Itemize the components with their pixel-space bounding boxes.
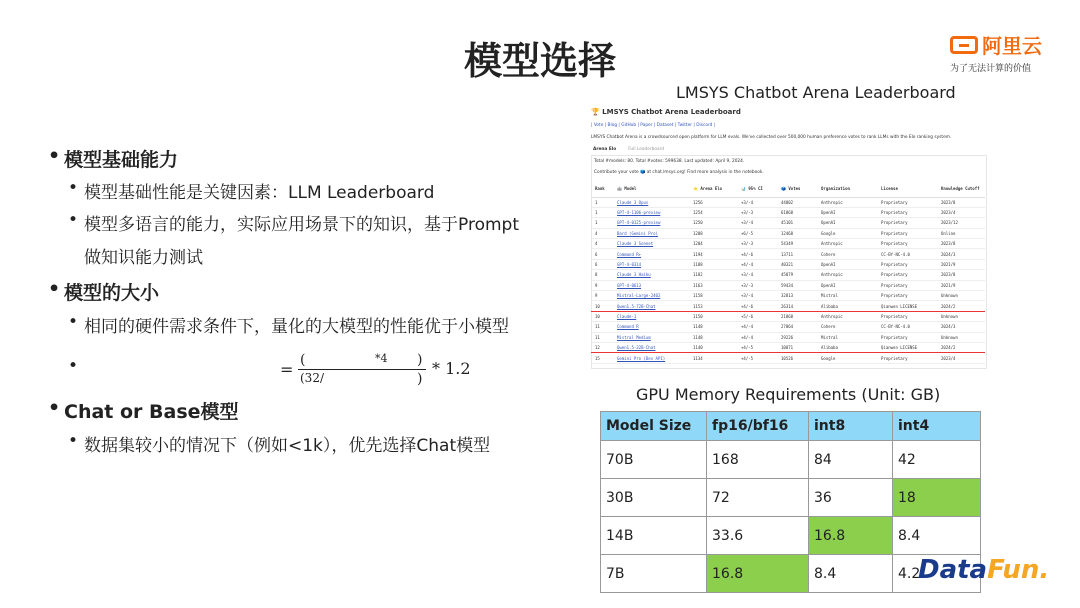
table-cell: 8 [591,270,613,280]
table-cell: Anthropic [817,239,877,249]
table-cell: CC-BY-NC-4.0 [877,249,937,259]
table-cell: 1250 [689,218,737,228]
gpu-row [601,479,981,517]
table-cell: Proprietary [877,259,937,269]
table-cell: 1148 [689,332,737,342]
memory-formula [280,352,480,392]
leaderboard-column-header: Rank [591,181,613,197]
table-row [591,311,985,321]
table-cell: 4 [591,228,613,238]
table-cell: +3/-4 [737,218,777,228]
table-cell: 54349 [777,239,817,249]
formula-equals: = [280,360,294,379]
table-cell: Proprietary [877,353,937,363]
table-cell: +3/-3 [737,239,777,249]
table-cell: 10 [591,301,613,311]
gpu-cell: 8.4 [809,555,893,593]
gpu-cell: 14B [601,517,707,555]
bullet-3: • Chat or Base模型 [64,397,239,424]
table-cell: Unknown [937,291,985,301]
table-cell: 1158 [689,291,737,301]
table-cell: 2023/8 [937,239,985,249]
gpu-cell: 42 [893,441,981,479]
leaderboard-column-header: ⭐ Arena Elo [689,181,737,197]
datafun-logo [918,555,1049,585]
table-cell: 9 [591,280,613,290]
table-cell: 1150 [689,311,737,321]
table-cell: Google [817,353,877,363]
table-row [591,207,985,217]
model-link[interactable]: Command R+ [613,249,689,259]
gpu-cell: 4.2 [893,555,981,593]
table-cell: Anthropic [817,197,877,207]
table-cell: +5/-6 [737,311,777,321]
leaderboard-column-header: 📊 95% CI [737,181,777,197]
table-cell: 1182 [689,270,737,280]
table-cell: +4/-6 [737,301,777,311]
formula-den-left: (32/ [300,371,324,385]
gpu-cell: 36 [809,479,893,517]
table-row [591,228,985,238]
table-cell: Anthropic [817,311,877,321]
gpu-cell: 16.8 [809,517,893,555]
table-row [591,218,985,228]
leaderboard-column-header: License [877,181,937,197]
table-cell: 1148 [689,322,737,332]
leaderboard-contribute: Contribute your vote 🗳️ at chat.lmsys.org! Find more analysis in the notebook. [594,170,764,175]
table-row [591,197,985,207]
gpu-cell: 30B [601,479,707,517]
table-cell: +3/-3 [737,280,777,290]
table-cell: 2024/2 [937,342,985,352]
table-row [591,301,985,311]
table-row [591,249,985,259]
model-link[interactable]: Mistral Medium [613,332,689,342]
table-cell: Proprietary [877,218,937,228]
gpu-row [601,441,981,479]
table-cell: 32813 [777,291,817,301]
table-cell: Alibaba [817,301,877,311]
table-cell: 2024/3 [937,322,985,332]
table-row [591,259,985,269]
table-cell: 1 [591,197,613,207]
table-row [591,280,985,290]
page-title: 模型选择 [463,39,616,83]
alibaba-cloud-logo [950,30,1042,74]
table-cell: Cohere [817,249,877,259]
gpu-column-header: int8 [809,412,893,441]
bullet-1: • 模型基础能力 [64,145,178,172]
leaderboard-desc: LMSYS Chatbot Arena is a crowdsourced open platform for LLM evals. We've collected over 500,000 human preference votes to rank LLMs with the Elo ranking system. [591,135,952,140]
table-cell: 59434 [777,280,817,290]
leaderboard-meta: Total #models: 80. Total #votes: 599638. Last updated: April 9, 2024. [594,159,745,164]
table-cell: 2023/4 [937,207,985,217]
leaderboard-column-header: Knowledge Cutoff [937,181,985,197]
table-cell: 61868 [777,207,817,217]
table-cell: +6/-5 [737,228,777,238]
alibaba-cloud-icon [950,36,978,54]
table-cell: 1163 [689,280,737,290]
table-cell: 1140 [689,342,737,352]
bullet-2-sub-1: • 相同的硬件需求条件下，量化的大模型的性能优于小模型 [84,312,509,337]
table-cell: CC-BY-NC-4.0 [877,322,937,332]
table-cell: 12468 [777,228,817,238]
table-cell: 6 [591,259,613,269]
table-cell: 2023/8 [937,197,985,207]
leaderboard-caption: LMSYS Chatbot Arena Leaderboard [676,83,956,102]
gpu-cell: 8.4 [893,517,981,555]
bullet-3-sub-1: • 数据集较小的情况下（例如<1k），优先选择Chat模型 [84,431,490,456]
table-cell: 29226 [777,332,817,342]
model-link[interactable]: Qwen1.5-72B-Chat [613,301,689,311]
table-cell: Proprietary [877,311,937,321]
table-cell: 1204 [689,239,737,249]
table-cell: +3/-3 [737,207,777,217]
table-row [591,291,985,301]
model-link[interactable]: GPT-4-0314 [613,259,689,269]
table-cell: 13711 [777,249,817,259]
model-link[interactable]: GPT-4-1106-preview [613,207,689,217]
table-row [591,239,985,249]
table-cell: Proprietary [877,197,937,207]
table-cell: +4/-4 [737,259,777,269]
table-cell: 44802 [777,197,817,207]
table-cell: 2024/3 [937,249,985,259]
gpu-cell: 7B [601,555,707,593]
logo-name: 阿里云 [982,34,1042,58]
gpu-cell: 70B [601,441,707,479]
model-link[interactable]: Qwen1.5-32B-Chat [613,342,689,352]
table-cell: 45101 [777,218,817,228]
datafun-logo-b: Fun. [987,555,1050,585]
table-cell: +3/-4 [737,197,777,207]
table-cell: 1 [591,218,613,228]
fraction-bar [298,369,426,370]
table-cell: 2021/9 [937,280,985,290]
table-cell: 11 [591,322,613,332]
table-cell: 45879 [777,270,817,280]
table-cell: 2023/12 [937,218,985,228]
table-cell: 6 [591,249,613,259]
table-cell: +4/-5 [737,342,777,352]
table-cell: 1188 [689,259,737,269]
table-cell: Unknown [937,311,985,321]
table-cell: +4/-4 [737,322,777,332]
gpu-cell: 18 [893,479,981,517]
table-cell: Anthropic [817,270,877,280]
table-cell: Mistral [817,332,877,342]
table-cell: 9 [591,291,613,301]
table-cell: Proprietary [877,228,937,238]
model-link[interactable]: Claude 3 Haiku [613,270,689,280]
formula-den-right: ) [417,371,423,387]
table-row [591,270,985,280]
table-cell: Qianwen LICENSE [877,301,937,311]
table-row [591,332,985,342]
table-row [591,322,985,332]
gpu-cell: 72 [707,479,809,517]
formula-num-left: ( [300,352,306,368]
table-cell: 21868 [777,311,817,321]
table-cell: Google [817,228,877,238]
table-cell: 1208 [689,228,737,238]
leaderboard-screenshot [588,103,988,371]
leaderboard-column-header: 🤖 Model [613,181,689,197]
table-cell: 10 [591,311,613,321]
tab-arena-elo[interactable]: Arena Elo [593,147,617,152]
logo-slogan: 为了无法计算的价值 [950,64,1032,74]
table-cell: 1194 [689,249,737,259]
model-link[interactable]: Gemini Pro (Dev API) [613,353,689,363]
table-cell: Mistral [817,291,877,301]
table-cell: Proprietary [877,239,937,249]
datafun-logo-a: Data [918,555,988,585]
table-cell: +4/-5 [737,353,777,363]
model-link[interactable]: GPT-4-0613 [613,280,689,290]
table-cell: Proprietary [877,280,937,290]
table-cell: 1153 [689,301,737,311]
table-cell: +4/-6 [737,249,777,259]
gpu-cell: 16.8 [707,555,809,593]
table-cell: OpenAI [817,207,877,217]
table-cell: +3/-4 [737,270,777,280]
table-cell: +4/-4 [737,332,777,342]
table-cell: +3/-4 [737,291,777,301]
gpu-row [601,517,981,555]
formula-num-right: ) [417,352,423,368]
table-cell: 2021/9 [937,259,985,269]
table-cell: Unknown [937,332,985,342]
table-row [591,353,985,363]
table-cell: 27864 [777,322,817,332]
gpu-cell: 33.6 [707,517,809,555]
gpu-column-header: fp16/bf16 [707,412,809,441]
table-cell: OpenAI [817,218,877,228]
table-cell: 1134 [689,353,737,363]
gpu-caption: GPU Memory Requirements (Unit: GB) [636,385,941,404]
bullet-1-sub-3: 做知识能力测试 [84,248,203,268]
table-cell: 2024/2 [937,301,985,311]
table-cell: 26314 [777,301,817,311]
table-cell: 2023/4 [937,353,985,363]
table-cell: Qianwen LICENSE [877,342,937,352]
table-row [591,342,985,352]
table-cell: Cohere [817,322,877,332]
model-link[interactable]: Claude 3 Opus [613,197,689,207]
table-cell: 4 [591,239,613,249]
bullet-1-sub-2: • 模型多语言的能力，实际应用场景下的知识，基于Prompt [84,210,519,235]
table-cell: Online [937,228,985,238]
formula-tail: * 1.2 [432,359,471,378]
leaderboard-column-header: Organization [817,181,877,197]
leaderboard-table [591,181,985,364]
table-cell: 40321 [777,259,817,269]
model-link[interactable]: Claude 3 Sonnet [613,239,689,249]
table-cell: OpenAI [817,280,877,290]
gpu-cell: 168 [707,441,809,479]
table-cell: 1 [591,207,613,217]
gpu-cell: 84 [809,441,893,479]
table-cell: 1254 [689,207,737,217]
model-link[interactable]: Command R [613,322,689,332]
bullet-2: • 模型的大小 [64,278,159,305]
model-link[interactable]: GPT-4-0125-preview [613,218,689,228]
leaderboard-column-header: 🗳️ Votes [777,181,817,197]
bullet-list [48,140,568,460]
table-cell: 10526 [777,353,817,363]
table-cell: Proprietary [877,270,937,280]
table-cell: 2023/8 [937,270,985,280]
table-cell: 11 [591,332,613,342]
table-cell: Alibaba [817,342,877,352]
model-link[interactable]: Mistral-Large-2402 [613,291,689,301]
bullet-1-sub-1: • 模型基础性能是关键因素：LLM Leaderboard [84,178,434,203]
table-cell: OpenAI [817,259,877,269]
table-cell: 12 [591,342,613,352]
table-cell: Proprietary [877,207,937,217]
gpu-column-header: int4 [893,412,981,441]
model-link[interactable]: Claude-1 [613,311,689,321]
table-cell: 1256 [689,197,737,207]
table-cell: Proprietary [877,291,937,301]
table-cell: 15 [591,353,613,363]
tab-full-leaderboard[interactable]: Full Leaderboard [628,147,665,152]
model-link[interactable]: Bard (Gemini Pro) [613,228,689,238]
leaderboard-links[interactable]: | Vote | Blog | GitHub | Paper | Dataset | Twitter | Discord | [591,123,716,128]
table-cell: 10871 [777,342,817,352]
gpu-column-header: Model Size [601,412,707,441]
table-cell: Proprietary [877,332,937,342]
formula-num-mid: *4 [375,352,388,365]
leaderboard-heading: 🏆 LMSYS Chatbot Arena Leaderboard [591,108,741,116]
